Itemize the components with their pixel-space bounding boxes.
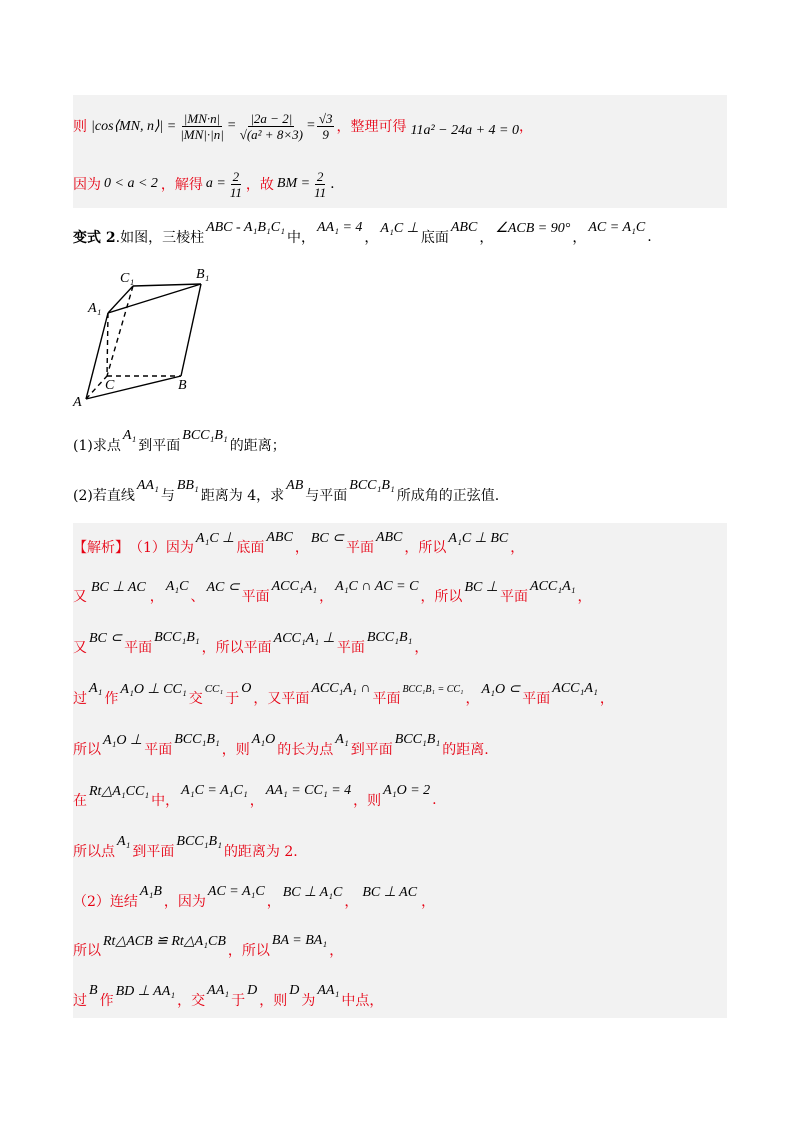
- text: (2)若直线: [73, 488, 135, 504]
- problem-label: 变式 2: [73, 230, 116, 246]
- math: BCC₁B₁ = CC₁: [402, 683, 464, 695]
- prism-figure: [70, 262, 230, 412]
- text: ，所以: [404, 540, 447, 556]
- math: BCC₁B₁: [394, 732, 441, 747]
- text: 所以: [73, 742, 101, 758]
- text: ，所以: [420, 589, 463, 605]
- text: .: [432, 792, 437, 808]
- math: AC ⊂: [206, 579, 240, 595]
- text: ，: [266, 894, 281, 910]
- math: BCC₁B₁: [176, 834, 222, 849]
- text: 平面: [241, 589, 270, 605]
- text: .: [647, 229, 652, 245]
- math: AA₁: [317, 983, 340, 998]
- text: 所以点: [73, 844, 115, 860]
- math: O: [241, 681, 252, 696]
- text: ，: [510, 540, 525, 556]
- text: 平面: [124, 640, 153, 656]
- text: ，: [479, 230, 494, 246]
- solution-line-3: [73, 631, 428, 663]
- math: A₁O ⊥ CC₁: [120, 681, 187, 697]
- math: BCC₁B₁: [182, 428, 228, 443]
- math: BD ⊥ AA₁: [115, 983, 176, 999]
- solution-line-7: [73, 835, 298, 867]
- math: ABC: [375, 530, 403, 545]
- fraction-num: 2: [316, 168, 324, 184]
- text: ，故: [245, 177, 274, 193]
- text: 平面: [500, 589, 529, 605]
- math: AA₁ = 4: [316, 220, 363, 235]
- math: A₁: [335, 732, 349, 747]
- text: 的距离为 2.: [223, 844, 298, 860]
- math: BC ⊥: [464, 579, 499, 595]
- fraction: [178, 111, 226, 142]
- math: A₁C: [165, 579, 189, 594]
- text: ，: [577, 589, 592, 605]
- math: BC ⊂: [310, 530, 344, 546]
- edge-B1B: [181, 284, 201, 376]
- label-C: C: [105, 378, 115, 393]
- text: ，则: [353, 793, 382, 809]
- text: ，所以平面: [201, 640, 272, 656]
- fraction-num: √3: [318, 110, 333, 126]
- math: BM =: [276, 176, 311, 191]
- text: ，: [518, 119, 533, 135]
- text: 到平面: [138, 438, 181, 454]
- text: 过: [73, 993, 87, 1009]
- text: 交: [188, 691, 203, 707]
- text: ，: [421, 894, 436, 910]
- math: ACC₁A₁: [271, 579, 318, 594]
- math: A₁O ⊥: [103, 732, 143, 748]
- text: 距离为 4，求: [200, 488, 285, 504]
- math: 0 < a < 2: [104, 176, 158, 191]
- text: 过: [73, 691, 87, 707]
- solution-line-4: [73, 682, 614, 714]
- math: D: [289, 983, 300, 998]
- text: 所以: [73, 943, 101, 959]
- text: 底面: [420, 230, 449, 246]
- text: ，则: [259, 993, 288, 1009]
- math: ABC: [450, 220, 478, 235]
- math: AC = A₁C: [207, 884, 265, 899]
- math: A₁C ∩ AC = C: [335, 579, 419, 594]
- text: ，: [414, 640, 429, 656]
- fraction-den: √(a² + 8×3): [239, 126, 303, 142]
- text: ，又平面: [253, 691, 310, 707]
- text: ，: [572, 230, 587, 246]
- text: 平面: [336, 640, 365, 656]
- solution-line-9: [73, 934, 343, 966]
- text: 于: [225, 691, 240, 707]
- text: ，则: [221, 742, 250, 758]
- text: 、: [190, 589, 205, 605]
- text: .如图，三棱柱: [115, 230, 205, 246]
- edge-C1B1: [133, 284, 201, 286]
- fraction-num: 2: [232, 168, 240, 184]
- edge-A1C: [107, 313, 108, 376]
- math: A₁O: [251, 732, 276, 747]
- math: B: [89, 983, 98, 998]
- text: 则: [73, 119, 87, 135]
- math: BCC₁B₁: [349, 478, 395, 493]
- fraction: [238, 111, 305, 142]
- text: 平面: [345, 540, 374, 556]
- math: BC ⊥ AC: [362, 884, 418, 900]
- question-1: [73, 430, 286, 460]
- math: AB: [286, 478, 304, 493]
- math: A₁C ⊥ BC: [448, 530, 509, 546]
- math: ACC₁A₁ ∩: [311, 681, 371, 696]
- fraction: [312, 169, 328, 200]
- fraction-den: 11: [229, 184, 242, 200]
- text: ，: [599, 691, 614, 707]
- text: 作: [99, 993, 114, 1009]
- math: a =: [205, 176, 226, 191]
- math: AA₁: [207, 983, 230, 998]
- text: ，: [294, 540, 309, 556]
- text: 又: [73, 640, 87, 656]
- math: A₁: [89, 681, 103, 696]
- math: AA₁: [136, 478, 159, 493]
- text: ，因为: [163, 894, 206, 910]
- text: 到平面: [132, 844, 175, 860]
- math: A₁B: [139, 884, 162, 899]
- text: 的长为点: [277, 742, 334, 758]
- solution-line-10: [73, 984, 383, 1016]
- text: ，交: [177, 993, 206, 1009]
- solution-line-8: [73, 885, 435, 917]
- text: 与: [160, 488, 175, 504]
- math: BCC₁B₁: [174, 732, 220, 747]
- math: D: [247, 983, 258, 998]
- text: ，: [149, 589, 164, 605]
- text: 在: [73, 793, 87, 809]
- fraction-num: |2a − 2|: [250, 110, 293, 126]
- math: ACC₁A₁: [530, 579, 576, 594]
- problem-statement: [73, 222, 652, 252]
- question-2: [73, 480, 499, 510]
- math: BCC₁B₁: [366, 630, 413, 645]
- math: AA₁ = CC₁ = 4: [265, 783, 352, 798]
- text: 平面: [372, 691, 401, 707]
- math: A₁: [122, 428, 137, 443]
- math: A₁C = A₁C₁: [181, 783, 248, 798]
- text: （1）因为: [129, 540, 194, 556]
- math: ABC: [266, 530, 293, 545]
- label-B: B: [178, 378, 187, 393]
- math: ACC₁A₁: [552, 681, 598, 696]
- text: ，: [249, 793, 264, 809]
- math: BC ⊥ A₁C: [282, 884, 343, 900]
- text: 中，: [151, 793, 180, 809]
- solution-line-1: [73, 531, 524, 563]
- fraction: [317, 111, 335, 142]
- text: .: [330, 176, 335, 192]
- math: BC ⊂: [89, 630, 123, 646]
- text: 平面: [144, 742, 173, 758]
- text: ，: [329, 943, 344, 959]
- math: ACC₁A₁ ⊥: [273, 630, 335, 646]
- text: 因为: [73, 177, 101, 193]
- math: BB₁: [176, 478, 199, 493]
- edge-AB: [86, 376, 181, 399]
- fraction: [228, 169, 244, 200]
- math: ABC - A₁B₁C₁: [206, 220, 285, 235]
- text: 平面: [522, 691, 551, 707]
- text: ，: [364, 230, 379, 246]
- text: ，整理可得: [336, 119, 407, 135]
- math: A₁: [117, 834, 131, 849]
- math: BA = BA₁: [271, 933, 328, 948]
- math: AC = A₁C: [588, 220, 646, 235]
- text: 的距离.: [442, 742, 489, 758]
- math: BC ⊥ AC: [91, 579, 146, 595]
- math: A₁C ⊥: [195, 530, 235, 546]
- text: 又: [73, 589, 87, 605]
- math: =: [227, 118, 236, 133]
- prev-line-2: [73, 166, 335, 202]
- text: 为: [301, 993, 316, 1009]
- label-B1: B₁: [196, 267, 210, 282]
- text: ，所以: [227, 943, 270, 959]
- math: Rt△ACB ≌ Rt△A₁CB: [103, 933, 226, 949]
- text: 中，: [286, 230, 315, 246]
- text: 与平面: [305, 488, 348, 504]
- math: A₁O ⊂: [481, 681, 521, 697]
- analysis-tag: 【解析】: [73, 540, 129, 556]
- text: 所成角的正弦值.: [396, 488, 500, 504]
- text: 到平面: [350, 742, 393, 758]
- text: 中点，: [341, 993, 384, 1009]
- text: ，: [344, 894, 359, 910]
- solution-line-5: [73, 733, 489, 765]
- prev-line-1: 则 |cos⟨MN, n⟩| = $\frac{|MN\cdot n|}{|MN|\cdot|n|}$ = $\frac{|2a - 2|}{\text{√(a² + 8×3)}}$ = $\frac{√3}{9}$ ，整理可得 11a² − 24a + 4 = 0 ，: [73, 110, 533, 142]
- label-A1: A₁: [88, 301, 102, 316]
- math: CC₁: [204, 683, 224, 695]
- text: 作: [104, 691, 119, 707]
- math: A₁O = 2: [383, 783, 431, 798]
- text: 的距离；: [229, 438, 286, 454]
- solution-line-6: [73, 784, 437, 816]
- fraction-num: |MN·n|: [183, 110, 221, 126]
- label-A: A: [73, 395, 82, 410]
- math: A₁C ⊥: [380, 220, 419, 236]
- label-C1: C₁: [120, 271, 135, 286]
- fraction-den: 11: [314, 184, 327, 200]
- math: BCC₁B₁: [154, 630, 200, 645]
- fraction-den: |MN|·|n|: [180, 126, 224, 142]
- text: 底面: [236, 540, 265, 556]
- math: Rt△A₁CC₁: [89, 783, 150, 799]
- math: ∠ACB = 90°: [495, 220, 571, 236]
- math: |cos⟨MN, n⟩| =: [91, 118, 177, 134]
- text: 于: [231, 993, 246, 1009]
- text: ，: [319, 589, 334, 605]
- solution-line-2: [73, 580, 592, 612]
- fraction-den: 9: [322, 126, 329, 142]
- text: ，解得: [160, 177, 203, 193]
- text: ，: [465, 691, 480, 707]
- math: 11a² − 24a + 4 = 0: [410, 123, 519, 138]
- text: (1)求点: [73, 438, 121, 454]
- text: （2）连结: [73, 894, 138, 910]
